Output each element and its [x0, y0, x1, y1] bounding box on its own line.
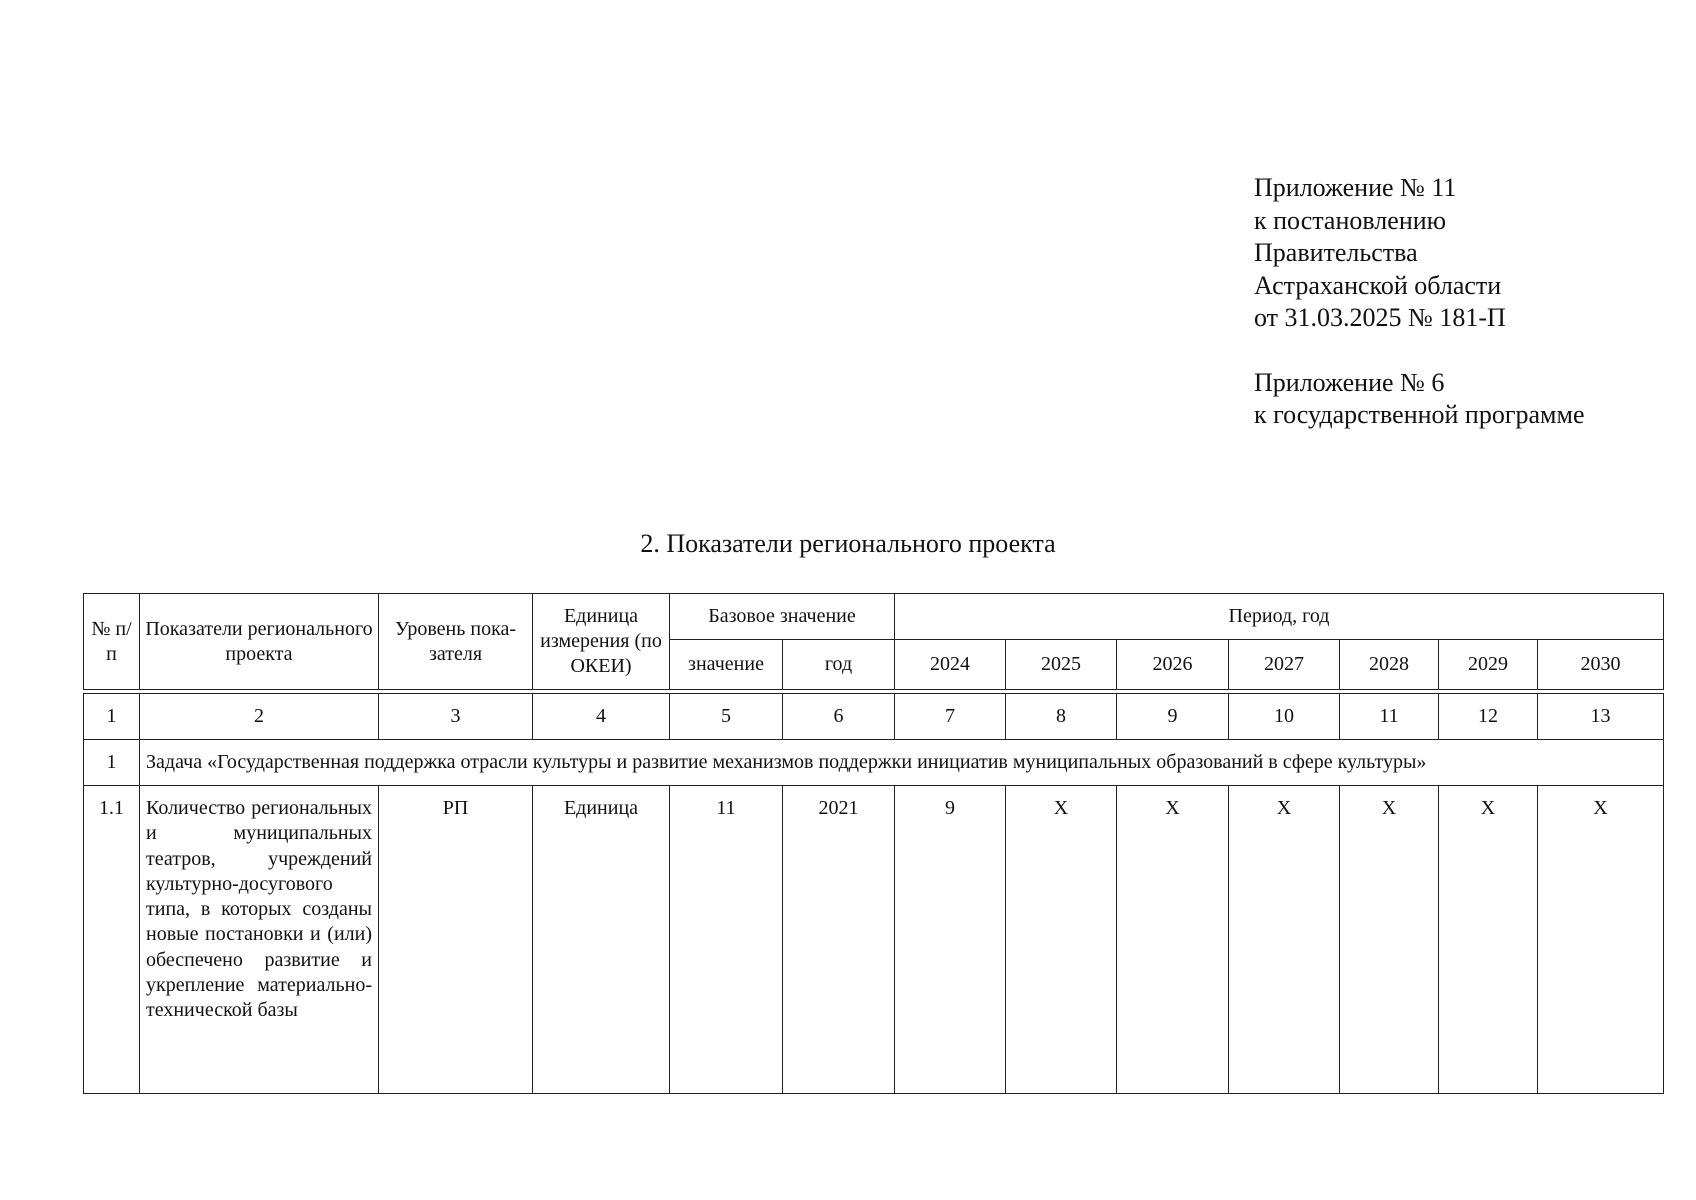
column-number: 4: [533, 694, 670, 740]
row-num: 1.1: [84, 786, 140, 1094]
header-base-value: значение: [670, 640, 783, 690]
column-number: 13: [1538, 694, 1664, 740]
header-num: № п/п: [84, 594, 140, 690]
header-base: Базовое значение: [670, 594, 895, 640]
appendix-line: к постановлению: [1254, 205, 1447, 235]
row-year-value: X: [1538, 786, 1664, 1094]
column-number: 10: [1229, 694, 1340, 740]
section-title: 2. Показатели регионального проекта: [640, 529, 1056, 558]
column-number: 3: [379, 694, 533, 740]
column-number: 6: [783, 694, 895, 740]
task-num: 1: [84, 740, 140, 786]
header-period: Период, год: [895, 594, 1664, 640]
row-level: РП: [379, 786, 533, 1094]
header-year: 2026: [1117, 640, 1229, 690]
row-year-value: X: [1117, 786, 1229, 1094]
row-indicator: Количество региональных и муниципальных театров, учреждений культурно-досугового типа, в которых созданы новые постановки и (или) обеспечено развитие и укрепление материально-технической базы: [140, 786, 379, 1094]
column-number: 8: [1006, 694, 1117, 740]
column-number: 12: [1439, 694, 1538, 740]
appendix-block: [1254, 172, 1585, 432]
row-year-value: X: [1229, 786, 1340, 1094]
appendix-line: от 31.03.2025 № 181-П: [1254, 303, 1506, 332]
row-base-year: 2021: [783, 786, 895, 1094]
header-year: 2024: [895, 640, 1006, 690]
column-number: 11: [1340, 694, 1439, 740]
row-base-value: 11: [670, 786, 783, 1094]
appendix-line: Астраханской области: [1254, 270, 1502, 300]
appendix-line: Приложение № 6: [1254, 367, 1445, 397]
table-row: [84, 786, 1664, 1094]
header-year: 2029: [1439, 640, 1538, 690]
column-number: 5: [670, 694, 783, 740]
column-number: 1: [84, 694, 140, 740]
appendix-line: Приложение № 11: [1254, 173, 1457, 202]
column-number: 9: [1117, 694, 1229, 740]
task-text: Задача «Государственная поддержка отрасли культуры и развитие механизмов поддержки инициатив муниципальных образований в сфере культуры»: [140, 740, 1664, 786]
header-year: 2025: [1006, 640, 1117, 690]
column-number: 2: [140, 694, 379, 740]
column-number: 7: [895, 694, 1006, 740]
appendix-line: Правительства: [1254, 238, 1418, 267]
header-unit: Единица измерения (по ОКЕИ): [533, 594, 670, 690]
appendix-line: к государственной программе: [1254, 400, 1585, 429]
row-unit: Единица: [533, 786, 670, 1094]
header-base-year: год: [783, 640, 895, 690]
task-row: [84, 740, 1664, 786]
row-year-value: X: [1006, 786, 1117, 1094]
header-level: Уровень показателя: [379, 594, 533, 690]
header-year: 2030: [1538, 640, 1664, 690]
header-year: 2027: [1229, 640, 1340, 690]
appendix-spacer: [1254, 335, 1585, 367]
column-numbers-row: [84, 694, 1664, 740]
indicators-table: [83, 593, 1664, 1094]
row-year-value: 9: [895, 786, 1006, 1094]
header-indicator: Показатели регионального проекта: [140, 594, 379, 690]
table-header: [84, 594, 1664, 690]
header-year: 2028: [1340, 640, 1439, 690]
row-year-value: X: [1340, 786, 1439, 1094]
row-year-value: X: [1439, 786, 1538, 1094]
